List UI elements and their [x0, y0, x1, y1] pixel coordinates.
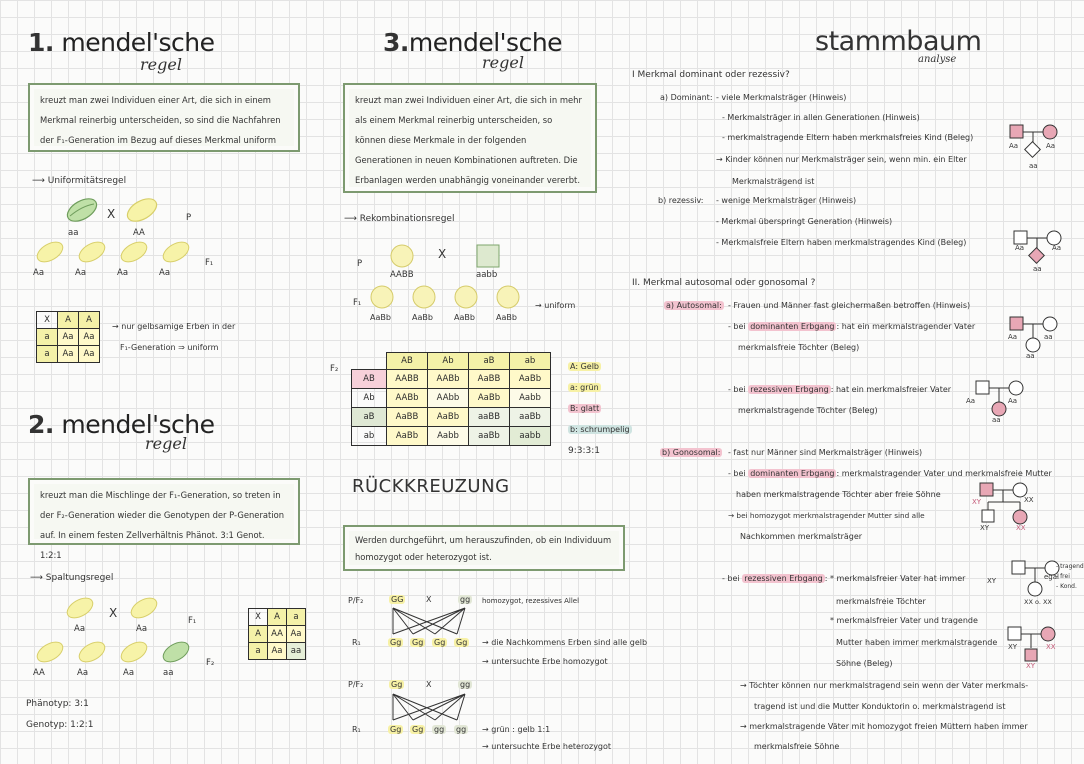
allele-pair: Gg: [391, 680, 403, 689]
punnett-cell: aB: [352, 408, 387, 427]
regel3-children: [368, 284, 528, 312]
regel3-parent-1: AABB: [390, 270, 414, 280]
ped5-label-d: XX: [1016, 524, 1026, 532]
round-yellow-pea-icon: [455, 286, 477, 308]
regel1-title-text: mendel'sche: [61, 28, 215, 57]
yellow-pea-icon: [128, 594, 160, 622]
rueck-row1-cross: X: [426, 595, 432, 604]
affected-son-icon: [1025, 649, 1037, 661]
affected-daughter-icon: [1013, 510, 1027, 524]
autosomal-1: - Frauen und Männer fast gleichermaßen betroffen (Hinweis): [728, 301, 971, 310]
unaffected-male-icon: [1014, 231, 1027, 244]
allele-pair: Gg: [456, 638, 468, 647]
ped5-label-a: XY: [972, 498, 982, 506]
ped4-label-b: Aa: [1008, 397, 1018, 405]
suffix: : hat ein merkmalstragender Vater: [836, 322, 976, 331]
punnett-cell: A: [58, 312, 79, 329]
dominant-highlight: dominanten Erbgang: [750, 469, 835, 478]
autosomal-4: [728, 385, 951, 394]
recessive-highlight: rezessiven Erbgang: [750, 385, 829, 394]
affected-daughter-icon: [992, 402, 1006, 416]
regel2-parent-2: Aa: [136, 624, 148, 634]
unaffected-male-icon: [1008, 627, 1021, 640]
regel1-gen-f1: F₁: [205, 258, 214, 268]
gonosomal-highlight: b) Gonosomal:: [662, 448, 721, 457]
yellow-pea-icon: [76, 238, 108, 266]
round-yellow-pea-icon: [413, 286, 435, 308]
rueck-r1-label: R₁: [352, 638, 361, 647]
gonosomal-12: tragend ist und die Mutter Konduktorin o. merkmalstragend ist: [754, 702, 1006, 711]
unaffected-male-icon: [1012, 561, 1025, 574]
regel1-parent-1: aa: [68, 228, 79, 238]
rueck-r2-child-1: [388, 725, 403, 734]
regel1-note-2: F₁-Generation ⇒ uniform: [120, 343, 219, 352]
regel1-child-peas: [28, 238, 208, 268]
allele-pair: gg: [456, 725, 467, 734]
regel2-subtitle: regel: [145, 434, 187, 453]
gonosomal-11: → Töchter können nur merkmalstragend sein wenn der Vater merkmals-: [740, 681, 1029, 690]
regel2-cross: X: [109, 606, 118, 620]
regel1-child-2: Aa: [75, 268, 87, 278]
gonosomal-8: * merkmalsfreier Vater und tragende: [830, 616, 978, 625]
rueck-row2-cross: X: [426, 680, 432, 689]
unaffected-daughter-icon: [1026, 338, 1040, 352]
ped2-label-b: Aa: [1052, 244, 1062, 252]
pedigree-recessive: [1008, 228, 1078, 278]
gonosomal-5: Nachkommen merkmalsträger: [740, 532, 863, 541]
punnett-cell: ab: [352, 427, 387, 446]
round-yellow-pea-icon: [371, 286, 393, 308]
rueck-cross-lines-1: [385, 606, 475, 636]
rueck-cross-lines-2: [385, 692, 475, 722]
section-2-heading: II. Merkmal autosomal oder gonosomal ?: [632, 278, 816, 288]
autosomal-5: merkmalstragende Töchter (Beleg): [738, 406, 878, 415]
punnett-cell: a: [37, 346, 58, 363]
punnett-cell: A: [268, 609, 287, 626]
punnett-cell: Aa: [79, 329, 100, 346]
regel1-title: [28, 28, 215, 57]
unaffected-daughter-icon: [1028, 582, 1042, 596]
regel3-cross: X: [438, 247, 447, 261]
regel2-title-text: mendel'sche: [61, 410, 215, 439]
yellow-pea-icon: [34, 638, 66, 666]
gonosomal-9: Mutter haben immer merkmalstragende: [836, 638, 998, 647]
pedigree-gonosomal-dominant: [974, 480, 1044, 530]
regel3-subtitle: regel: [482, 53, 524, 72]
punnett-cell: AaBb: [387, 427, 428, 446]
regel2-child-4: aa: [163, 668, 174, 678]
punnett-cell: aabb: [510, 427, 551, 446]
rueck-row1-label: P/F₂: [348, 596, 364, 605]
recombination-rule-label: Rekombinationsregel: [359, 214, 455, 224]
punnett-cell: Aa: [79, 346, 100, 363]
allele-pair: gg: [460, 680, 471, 689]
recessive-3: - Merkmalsfreie Eltern haben merkmalstragendes Kind (Beleg): [716, 238, 967, 247]
punnett-cell: AaBB: [387, 408, 428, 427]
unaffected-female-icon: [1013, 483, 1027, 497]
unaffected-female-icon: [1009, 381, 1023, 395]
regel1-cross: X: [107, 207, 116, 221]
legend-item: b: schrumpelig: [570, 425, 630, 434]
punnett-cell: AABb: [428, 370, 469, 389]
punnett-cell: AaBB: [469, 370, 510, 389]
punnett-cell: a: [249, 643, 268, 660]
punnett-cell: X: [37, 312, 58, 329]
affected-male-icon: [980, 483, 993, 496]
punnett-cell: AB: [352, 370, 387, 389]
ped6-note-1: - tragend: [1056, 563, 1084, 570]
gonosomal-6: [722, 574, 965, 583]
regel2-number: 2.: [28, 410, 54, 439]
regel2-punnett-square: [248, 608, 306, 660]
regel2-child-3: Aa: [123, 668, 135, 678]
affected-female-icon: [1043, 125, 1057, 139]
rueck-r1-child-4: [454, 638, 469, 647]
autosomal-2: [728, 322, 975, 331]
punnett-cell: Aabb: [510, 389, 551, 408]
ped4-label-a: Aa: [966, 397, 976, 405]
yellow-pea-icon: [34, 238, 66, 266]
punnett-cell: aaBB: [469, 408, 510, 427]
rueck-r1-note-1: → die Nachkommens Erben sind alle gelb: [482, 638, 648, 647]
punnett-cell: AaBb: [469, 389, 510, 408]
regel3-parent-2: aabb: [476, 270, 498, 280]
dominant-3: - merkmalstragende Eltern haben merkmalsfreies Kind (Beleg): [722, 133, 974, 142]
punnett-cell: Ab: [352, 389, 387, 408]
punnett-cell: aB: [469, 353, 510, 370]
gonosomal-4: → bei homozygot merkmalstragender Mutter sind alle: [728, 511, 925, 520]
punnett-cell: Aa: [58, 346, 79, 363]
prefix: - bei: [722, 574, 740, 583]
suffix: : merkmalstragender Vater und merkmalsfreie Mutter: [836, 469, 1052, 478]
regel3-gen-f1: F₁: [353, 298, 362, 308]
rueckkreuzung-title: RÜCKKREUZUNG: [352, 476, 510, 497]
unaffected-son-icon: [982, 510, 994, 522]
regel1-child-3: Aa: [117, 268, 129, 278]
rueck-row1-note: homozygot, rezessives Allel: [482, 597, 580, 605]
gonosomal-label: [660, 448, 722, 457]
punnett-cell: Aa: [287, 626, 306, 643]
regel1-number: 1.: [28, 28, 54, 57]
legend-b-wrinkled: [568, 425, 632, 434]
punnett-cell: Aa: [268, 643, 287, 660]
dominant-2: - Merkmalsträger in allen Generationen (Hinweis): [722, 113, 920, 122]
ped5-label-b: XX: [1024, 496, 1034, 504]
regel1-gen-p: P: [186, 213, 192, 223]
rueck-r2-child-2: [410, 725, 425, 734]
punnett-cell: [352, 353, 387, 370]
gonosomal-1: - fast nur Männer sind Merkmalsträger (Hinweis): [728, 448, 923, 457]
recessive-2: - Merkmal überspringt Generation (Hinweis): [716, 217, 893, 226]
legend-a-green: [568, 383, 601, 392]
rueck-row2-label: P/F₂: [348, 680, 364, 689]
regel1-child-4: Aa: [159, 268, 171, 278]
yellow-pea-icon: [124, 194, 161, 226]
dominant-5: Merkmalsträgend ist: [732, 177, 815, 186]
pedigree-autosomal-recessive: [970, 378, 1040, 424]
autosomal-highlight: a) Autosomal:: [666, 301, 722, 310]
regel2-phenotype: Phänotyp: 3:1: [26, 699, 89, 709]
round-yellow-pea-icon: [391, 245, 413, 267]
ped2-label-a: Aa: [1015, 244, 1025, 252]
punnett-cell: AaBb: [510, 370, 551, 389]
regel2-definition-box: kreuzt man die Mischlinge der F₁-Generation, so treten in der F₂-Generation wieder die Genotypen der P-Generation auf. In einem festen Zellverhältnis Phänot. 3:1 Genot. 1:2:1: [28, 478, 300, 545]
rueck-r2-child-4: [454, 725, 468, 734]
legend-b-smooth: [568, 404, 601, 413]
punnett-cell: A: [79, 312, 100, 329]
regel2-arrow-label: ⟶ Spaltungsregel: [30, 573, 114, 583]
punnett-cell: aa: [287, 643, 306, 660]
allele-pair: gg: [434, 725, 445, 734]
green-pea-icon: [64, 194, 101, 226]
ped3-label-c: aa: [1026, 352, 1035, 360]
ped1-label-a: Aa: [1009, 142, 1019, 150]
segregation-rule-label: Spaltungsregel: [45, 573, 114, 583]
rueck-r2-child-3: [432, 725, 446, 734]
regel1-parent-2: AA: [133, 228, 145, 238]
regel3-ratio: 9:3:3:1: [568, 446, 601, 456]
yellow-pea-icon: [118, 638, 150, 666]
punnett-cell: a: [37, 329, 58, 346]
regel1-parent-peas: [60, 196, 200, 226]
yellow-pea-icon: [118, 238, 150, 266]
autosomal-label: [664, 301, 724, 310]
legend-item: a: grün: [570, 383, 599, 392]
rueck-r2-note-2: → untersuchte Erbe heterozygot: [482, 742, 612, 751]
ped3-label-b: aa: [1044, 333, 1053, 341]
punnett-cell: A: [249, 626, 268, 643]
wrinkled-green-pea-icon: [477, 245, 499, 267]
regel3-gen-f2: F₂: [330, 364, 339, 374]
regel2-parent-peas: [60, 594, 180, 624]
punnett-cell: AAbb: [428, 389, 469, 408]
rueckkreuzung-box: Werden durchgeführt, um herauszufinden, ob ein Individuum homozygot oder heterozygot ist.: [343, 525, 625, 571]
ped7-label-c: XY: [1026, 662, 1036, 670]
allele-pair: Gg: [390, 725, 402, 734]
regel1-definition-box: kreuzt man zwei Individuen einer Art, die sich in einem Merkmal reinerbig unterscheiden, so sind die Nachfahren der F₁-Generation im Bezug auf dieses Merkmal uniform: [28, 83, 300, 152]
yellow-pea-icon: [76, 638, 108, 666]
gonosomal-10: Söhne (Beleg): [836, 659, 893, 668]
affected-male-icon: [1010, 125, 1023, 138]
dominant-1: - viele Merkmalsträger (Hinweis): [716, 93, 847, 102]
suffix: : hat ein merkmalsfreier Vater: [830, 385, 952, 394]
punnett-cell: AB: [387, 353, 428, 370]
gonosomal-3: haben merkmalstragende Töchter aber freie Söhne: [736, 490, 941, 499]
unaffected-female-icon: [1047, 231, 1061, 245]
rueck-r2-label: R₁: [352, 725, 361, 734]
rueck-row2-parent-b: [458, 680, 472, 689]
prefix: - bei: [728, 385, 746, 394]
punnett-cell: X: [249, 609, 268, 626]
regel1-subtitle: regel: [140, 55, 182, 74]
dominant-highlight: dominanten Erbgang: [750, 322, 835, 331]
stammbaum-subtitle: analyse: [918, 54, 957, 65]
recessive-label: b) rezessiv:: [658, 196, 704, 205]
uniformity-rule-label: Uniformitätsregel: [47, 176, 127, 186]
punnett-cell: AABB: [387, 370, 428, 389]
regel3-title: [383, 28, 562, 57]
regel1-arrow-label: ⟶ Uniformitätsregel: [32, 176, 127, 186]
punnett-cell: AABb: [387, 389, 428, 408]
yellow-pea-icon: [160, 238, 192, 266]
rueck-r2-note-1: → grün : gelb 1:1: [482, 725, 551, 734]
rueck-row2-parent-a: [389, 680, 404, 689]
regel2-parent-1: Aa: [74, 624, 86, 634]
regel3-child-2: AaBb: [412, 313, 433, 322]
affected-child-icon: [1029, 248, 1045, 264]
regel3-definition-box: kreuzt man zwei Individuen einer Art, die sich in mehr als einem Merkmal reinerbig unterscheiden, so können diese Merkmale in der folgenden Generationen in neuen Kombinationen auftreten. Die Erbanlagen werden unabhängig voneinander vererbt.: [343, 83, 597, 193]
prefix: - bei: [728, 469, 746, 478]
ped6-label-c: XX o. XX: [1024, 598, 1052, 606]
stammbaum-title: stammbaum: [815, 26, 982, 57]
ped7-label-a: XY: [1008, 643, 1018, 651]
regel3-gen-p: P: [357, 259, 363, 269]
rueck-r1-note-2: → untersuchte Erbe homozygot: [482, 657, 608, 666]
regel1-child-1: Aa: [33, 268, 45, 278]
allele-pair: Gg: [412, 638, 424, 647]
allele-pair: Gg: [434, 638, 446, 647]
allele-pair: Gg: [390, 638, 402, 647]
round-yellow-pea-icon: [497, 286, 519, 308]
punnett-cell: aaBb: [469, 427, 510, 446]
unaffected-male-icon: [976, 381, 989, 394]
ped6-note-3: - Kond.: [1056, 583, 1077, 590]
ped6-label-a: XY: [987, 577, 997, 585]
regel3-parents: [388, 242, 508, 272]
affected-male-icon: [1010, 317, 1023, 330]
rueck-row1-parent-b: [458, 595, 472, 604]
yellow-pea-icon: [64, 594, 96, 622]
carrier-female-icon: [1041, 627, 1055, 641]
legend-a-yellow: [568, 362, 601, 371]
punnett-cell: Aa: [58, 329, 79, 346]
green-pea-icon: [160, 638, 192, 666]
punnett-cell: Aabb: [428, 427, 469, 446]
allele-pair: Gg: [412, 725, 424, 734]
gonosomal-2: [728, 469, 1052, 478]
regel2-gen-f1: F₁: [188, 616, 197, 626]
allele-pair: GG: [391, 595, 404, 604]
punnett-cell: ab: [510, 353, 551, 370]
ped1-label-c: aa: [1029, 162, 1038, 170]
regel2-child-peas: [28, 638, 208, 668]
dominant-label: a) Dominant:: [660, 93, 713, 102]
regel2-child-1: AA: [33, 668, 45, 678]
punnett-cell: AaBb: [428, 408, 469, 427]
regel2-child-2: Aa: [77, 668, 89, 678]
gonosomal-14: merkmalsfreie Söhne: [754, 742, 840, 751]
ped4-label-c: aa: [992, 416, 1001, 424]
regel3-title-text: mendel'sche: [408, 28, 563, 57]
unaffected-child-icon: [1025, 142, 1041, 158]
section-1-heading: I Merkmal dominant oder rezessiv?: [632, 70, 790, 80]
ped1-label-b: Aa: [1046, 142, 1056, 150]
regel2-genotype: Genotyp: 1:2:1: [26, 720, 94, 730]
autosomal-3: merkmalsfreie Töchter (Beleg): [738, 343, 860, 352]
recessive-highlight: rezessiven Erbgang: [744, 574, 823, 583]
recessive-1: - wenige Merkmalsträger (Hinweis): [716, 196, 857, 205]
gonosomal-13: → merkmalstragende Väter mit homozygot freien Müttern haben immer: [740, 722, 1028, 731]
prefix: - bei: [728, 322, 746, 331]
punnett-cell: a: [287, 609, 306, 626]
unaffected-female-icon: [1043, 317, 1057, 331]
regel3-child-1: AaBb: [370, 313, 391, 322]
punnett-cell: AA: [268, 626, 287, 643]
regel3-child-3: AaBb: [454, 313, 475, 322]
ped5-label-c: XY: [980, 524, 990, 532]
ped7-label-b: XX: [1046, 643, 1056, 651]
legend-item: A: Gelb: [570, 362, 599, 371]
rueck-r1-child-2: [410, 638, 425, 647]
rueck-r1-child-3: [432, 638, 447, 647]
legend-item: B: glatt: [570, 404, 600, 413]
ped2-label-c: aa: [1033, 265, 1042, 273]
rueck-row1-parent-a: [389, 595, 405, 604]
allele-pair: gg: [460, 595, 471, 604]
regel3-arrow-label: ⟶ Rekombinationsregel: [344, 214, 455, 224]
punnett-cell: aaBb: [510, 408, 551, 427]
regel3-number: 3.: [383, 28, 409, 57]
ped3-label-a: Aa: [1008, 333, 1018, 341]
gonosomal-7: merkmalsfreie Töchter: [836, 597, 926, 606]
regel1-punnett-square: [36, 311, 100, 363]
regel1-note-1: → nur gelbsamige Erben in der: [112, 322, 236, 331]
dominant-4: → Kinder können nur Merkmalsträger sein, wenn min. ein Elter: [716, 155, 967, 164]
regel2-gen-f2: F₂: [206, 658, 215, 668]
punnett-cell: Ab: [428, 353, 469, 370]
suffix: : * merkmalsfreier Vater hat immer: [824, 574, 966, 583]
regel3-uniform: → uniform: [535, 301, 576, 310]
rueck-r1-child-1: [388, 638, 403, 647]
ped6-note-2: - frei: [1056, 573, 1070, 580]
regel3-child-4: AaBb: [496, 313, 517, 322]
ped6-label-b: egal: [1044, 573, 1059, 581]
dihybrid-punnett-square: [351, 352, 551, 446]
